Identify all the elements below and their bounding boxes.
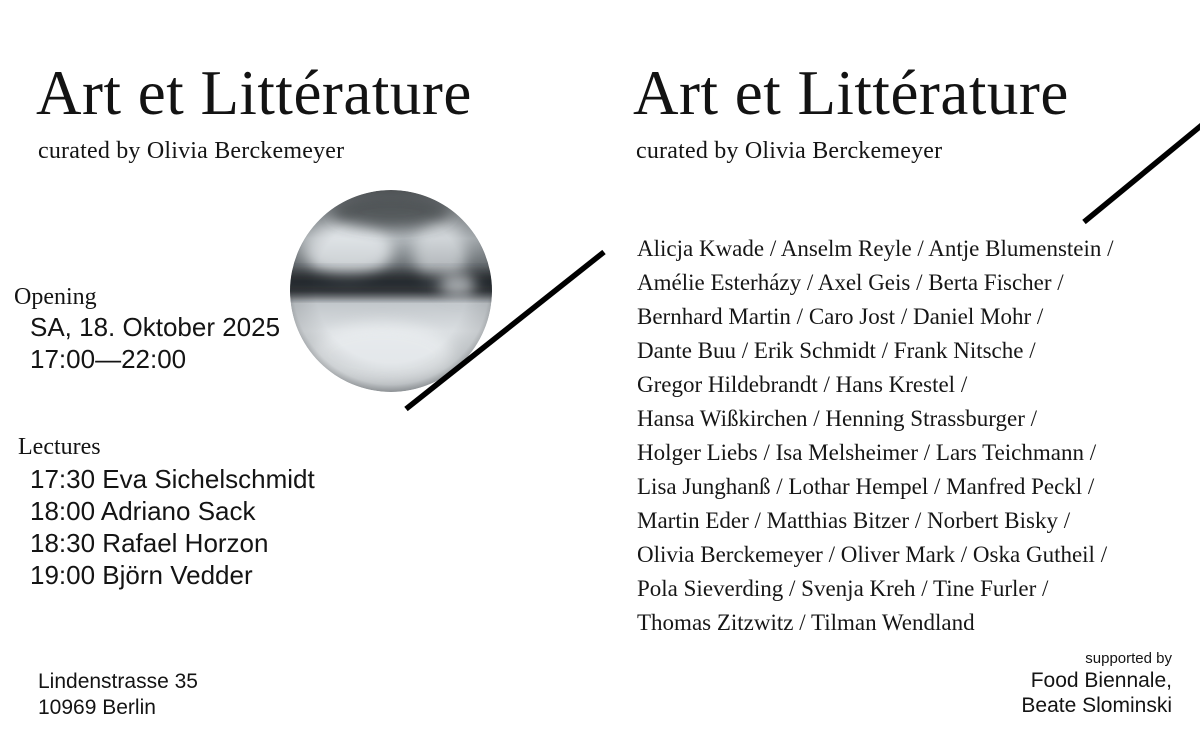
lecture-item: 19:00 Björn Vedder <box>30 560 253 590</box>
artist-line: Holger Liebs / Isa Melsheimer / Lars Teichmann / <box>637 440 1097 465</box>
venue-address <box>38 669 198 721</box>
artist-line: Olivia Berckemeyer / Oliver Mark / Oska Gutheil / <box>637 542 1108 567</box>
address-line: 10969 Berlin <box>38 696 156 719</box>
opening-time: 17:00—22:00 <box>30 344 187 374</box>
artist-line: Thomas Zitzwitz / Tilman Wendland <box>637 610 975 635</box>
lecture-item: 17:30 Eva Sichelschmidt <box>30 464 315 494</box>
lecture-item: 18:00 Adriano Sack <box>30 496 256 526</box>
opening-date: SA, 18. Oktober 2025 <box>30 312 281 342</box>
exhibition-title-right: Art et Littérature <box>633 58 1069 128</box>
address-line: Lindenstrasse 35 <box>38 670 198 693</box>
supported-by-label: supported by <box>1085 650 1172 667</box>
opening-label: Opening <box>14 284 97 310</box>
exhibition-title-left: Art et Littérature <box>36 58 472 128</box>
artist-line: Dante Buu / Erik Schmidt / Frank Nitsche / <box>637 338 1036 363</box>
artist-line: Lisa Junghanß / Lothar Hempel / Manfred Peckl / <box>637 474 1095 499</box>
supporter-name: Food Biennale, <box>1030 669 1172 692</box>
artist-line: Amélie Esterházy / Axel Geis / Berta Fischer / <box>637 270 1064 295</box>
artist-line: Gregor Hildebrandt / Hans Krestel / <box>637 372 968 397</box>
artist-list <box>637 232 1114 640</box>
diagonal-line-right <box>1084 120 1200 222</box>
artist-line: Martin Eder / Matthias Bitzer / Norbert Bisky / <box>637 508 1071 533</box>
supporter-name: Beate Slominski <box>1021 694 1172 717</box>
lectures-label: Lectures <box>18 434 101 460</box>
curated-by-right: curated by Olivia Berckemeyer <box>636 138 943 164</box>
lecture-list <box>30 463 315 591</box>
artist-line: Hansa Wißkirchen / Henning Strassburger / <box>637 406 1038 431</box>
curated-by-left: curated by Olivia Berckemeyer <box>38 138 345 164</box>
artist-line: Bernhard Martin / Caro Jost / Daniel Mohr / <box>637 304 1044 329</box>
chrome-sphere-image <box>290 190 492 392</box>
artist-line: Alicja Kwade / Anselm Reyle / Antje Blumenstein / <box>637 236 1114 261</box>
supported-by-section <box>1021 649 1172 718</box>
artist-line: Pola Sieverding / Svenja Kreh / Tine Furler / <box>637 576 1049 601</box>
lecture-item: 18:30 Rafael Horzon <box>30 528 269 558</box>
